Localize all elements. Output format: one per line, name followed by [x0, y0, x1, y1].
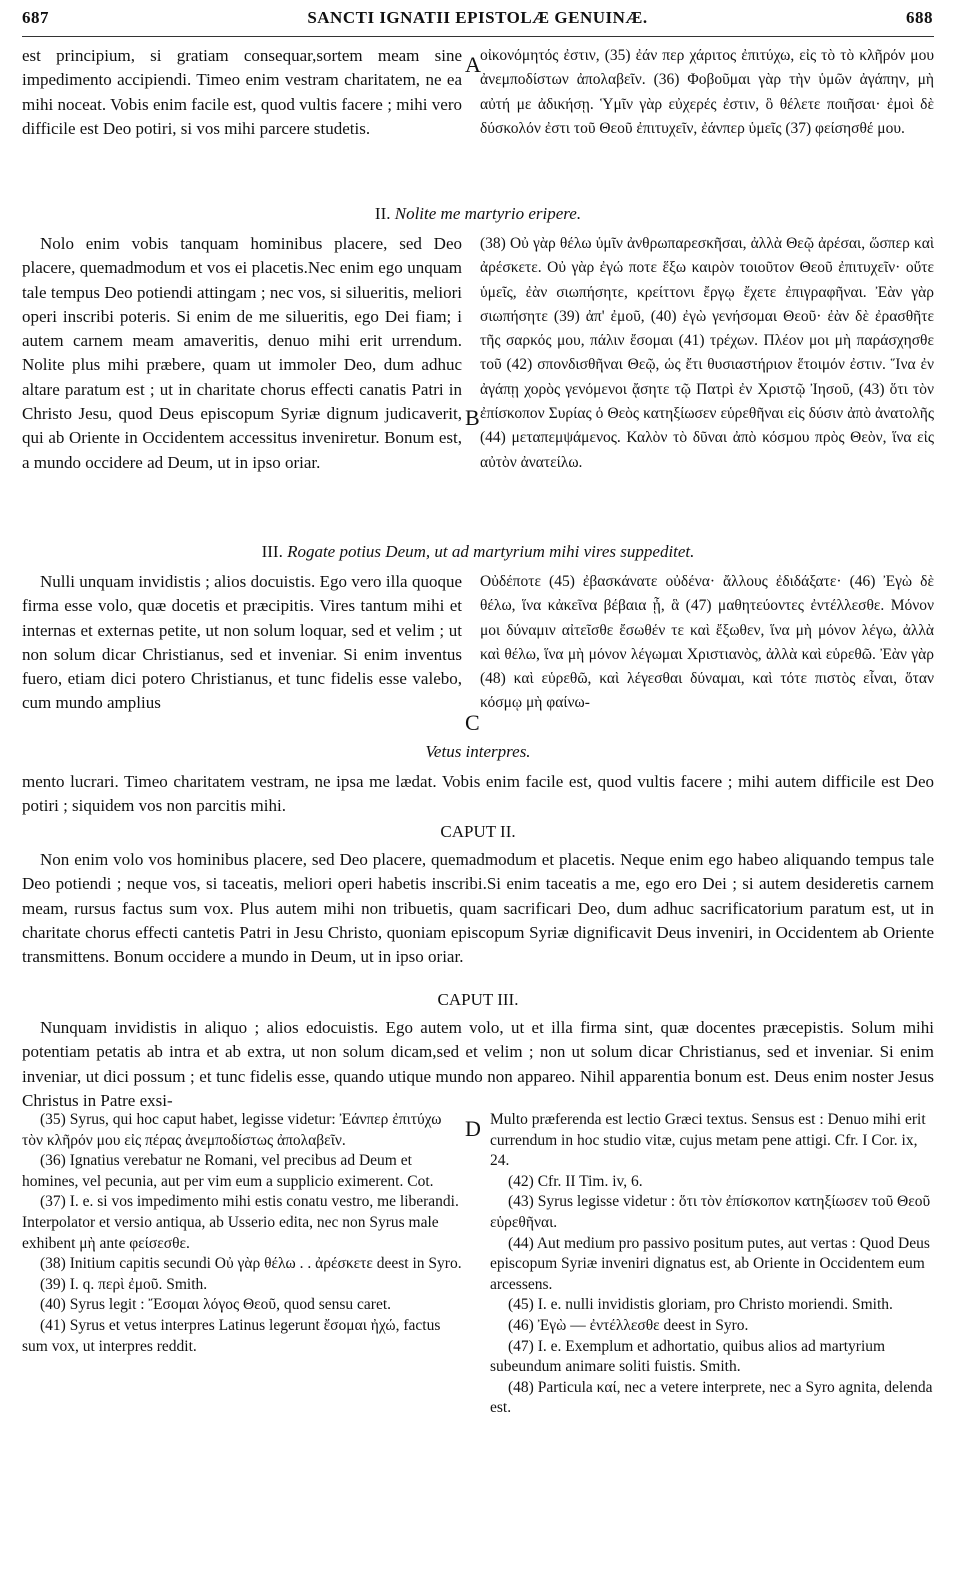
greek-section-1: οἰκονόμητός ἐστιν, (35) ἐάν περ χάριτος ἐπιτύχω, εἰς τὸ τὸ κλῆρόν μου ἀνεμποδίστων ἀπολαβεῖν. (36) Φοβοῦμαι γὰρ τὴν ὑμῶν ἀγάπην, μὴ αὐτή με ἀδικήσῃ. Ὑμῖν γὰρ εὐχερές ἐστιν, ὃ θέλετε ποιῆσαι· ἐμοὶ δὲ δύσκολόν ἐστι τοῦ Θεοῦ ἐπιτυχεῖν, ἐάνπερ ὑμεῖς (37) φείσησθέ μου.	[480, 47, 934, 137]
heading-ii-number: II.	[374, 204, 391, 223]
margin-mark-c: C	[465, 710, 480, 735]
footnote: (36) Ignatius verebatur ne Romani, vel precibus ad Deum et homines, vel pecunia, aut per vim eum a supplicio eximerent. Cot.	[22, 1152, 434, 1190]
margin-mark-d: D	[465, 1116, 481, 1141]
footnote: (35) Syrus, qui hoc caput habet, legisse videtur: Ἐάνπερ ἐπιτύχω τὸν κλῆρόν μου εἰς πέρας ἀνεμποδίστως ἀπολαβεῖν.	[22, 1111, 442, 1149]
footnote: (39) I. q. περὶ ἐμοῦ. Smith.	[40, 1275, 208, 1293]
footnote: (43) Syrus legisse videtur : ὅτι τὸν ἐπίσκοπον κατηξίωσεν τοῦ Θεοῦ εὑρεθῆναι.	[490, 1193, 931, 1231]
greek-section-3: Οὐδέποτε (45) ἐβασκάνατε οὐδένα· ἄλλους ἐδιδάξατε· (46) Ἐγὼ δὲ θέλω, ἵνα κἀκεῖνα βέβαια ᾖ, ἃ (47) μαθητεύοντες ἐντέλλεσθε. Μόνον μοι δύναμιν αἰτεῖσθε ἔσωθέν τε καὶ ἔξωθεν, ἵνα μὴ μόνον λέγω, ἀλλὰ καὶ θέλω, ἵνα μὴ μόνον λέγωμαι Χριστιανὸς, ἀλλὰ καὶ εὑρεθῶ. Ἐὰν γὰρ (48) καὶ εὑρεθῶ, καὶ λέγεσθαι δύναμαι, καὶ τότε πιστὸς εἶναι, ὅταν κόσμῳ μὴ φαίνω-	[480, 573, 934, 712]
footnote: (46) Ἐγὼ — ἐντέλλεσθε deest in Syro.	[508, 1316, 749, 1334]
footnote: (47) I. e. Exemplum et adhortatio, quibus alios ad martyrium subeundum animare soliti fuistis. Smith.	[490, 1337, 886, 1376]
footnote: (37) I. e. si vos impedimento mihi estis conatu vestro, me liberandi. Interpolator et versio antiqua, ab Usserio edita, nec non Syrus male exhibent μὴ ante φείσεσθε.	[22, 1193, 459, 1252]
footnotes-right	[490, 1110, 934, 1419]
latin-section-1: est principium, si gratiam consequar,sortem meam sine impedimento accipiendi. Timeo enim vestram charitatem, ne ea mihi noceat. Vobis enim facile est, quod vultis facere ; mihi vero difficile est Deo potiri, si vos mihi parcere studetis.	[22, 46, 462, 138]
footnote: (44) Aut medium pro passivo positum putes, aut vertas : Quod Deus episcopum Syriæ inveniri dignatus est, ab Oriente in Occidentem eum arcessens.	[490, 1234, 930, 1293]
footnote: (41) Syrus et vetus interpres Latinus legerunt ἔσομαι ἠχώ, factus sum vox, ut interpres reddit.	[22, 1316, 441, 1355]
vetus-paragraph-1: mento lucrari. Timeo charitatem vestram, ne ipsa me lædat. Vobis enim facile est, quod vultis facere ; mihi autem difficile est Deo potiri ; siquidem vos non parcitis mihi.	[22, 772, 934, 816]
heading-iii	[22, 542, 934, 562]
footnote: (45) I. e. nulli invidistis gloriam, pro Christo moriendi. Smith.	[508, 1296, 893, 1314]
footnote: (48) Particula καί, nec a vetere interprete, nec a Syro agnita, delenda est.	[490, 1378, 933, 1417]
footnote: (38) Initium capitis secundi Οὐ γὰρ θέλω . . ἀρέσκετε deest in Syro.	[40, 1255, 462, 1273]
caput-iii-heading: CAPUT III.	[437, 990, 519, 1009]
vetus-paragraph-3: Nunquam invidistis in aliquo ; alios edocuistis. Ego autem volo, ut et illa firma sint, quæ docentes præcepistis. Solum mihi potentiam petatis ab intra et ab extra, ut non solum dicam,sed et velim ; non ut solum dicar Christianus, sed et inveniar. Si enim inveniar, ut dici possum ; et tunc fidelis esse, quando utique mundo non appareo. Nihil apparentia bonum est. Deus enim noster Jesus Christus in Patre exsi-	[22, 1018, 934, 1110]
footnotes-left	[22, 1110, 462, 1357]
heading-ii	[22, 204, 934, 224]
page-number-left: 687	[22, 8, 49, 27]
heading-iii-number: III.	[261, 542, 283, 561]
greek-section-2: (38) Οὐ γὰρ θέλω ὑμῖν ἀνθρωπαρεσκῆσαι, ἀλλὰ Θεῷ ἀρέσαι, ὥσπερ καὶ ἀρέσκετε. Οὐ γὰρ ἐγώ ποτε ἕξω καιρὸν τοιοῦτον Θεοῦ ἐπιτυχεῖν· οὔτε ὑμεῖς, ἐὰν σιωπήσητε, κρείττονι ἔργῳ ἔχετε ἐπιγραφῆναι. Ἐὰν γὰρ σιωπήσητε (39) ἀπ' ἐμοῦ, (40) ἐγὼ γενήσομαι Θεοῦ· ἐὰν δὲ ἐρασθῆτε τῆς σαρκός μου, πάλιν ἔσομαι (41) τρέχων. Πλέον μοι μὴ παράσχησθε τοῦ (42) σπονδισθῆναι Θεῷ, ὡς ἔτι θυσιαστήριον ἕτοιμόν ἐστιν. Ἵνα ἐν ἀγάπῃ χορὸς γενόμενοι ᾄσητε τῷ Πατρὶ ἐν Χριστῷ Ἰησοῦ, (43) ὅτι τὸν ἐπίσκοπον Συρίας ὁ Θεὸς κατηξίωσεν εὑρεθῆναι εἰς δύσιν ἀπὸ ἀνατολῆς (44) μεταπεμψάμενος. Καλὸν τὸ δῦναι ἀπὸ κόσμου πρὸς Θεὸν, ἵνα εἰς αὐτὸν ἀνατείλω.	[480, 235, 934, 471]
vetus-heading-text: Vetus interpres.	[425, 742, 531, 761]
running-title: SANCTI IGNATII EPISTOLÆ GENUINÆ.	[307, 8, 648, 27]
footnote: (40) Syrus legit : Ἔσομαι λόγος Θεοῦ, quod sensu caret.	[40, 1296, 392, 1314]
margin-mark-a: A	[465, 52, 481, 77]
margin-mark-b: B	[465, 405, 480, 430]
page-number-right: 688	[906, 8, 933, 27]
heading-ii-text: Nolite me martyrio eripere.	[394, 204, 582, 223]
footnote: (42) Cfr. II Tim. iv, 6.	[508, 1172, 643, 1190]
header-rule	[22, 36, 934, 37]
heading-iii-text: Rogate potius Deum, ut ad martyrium mihi vires suppeditet.	[287, 542, 695, 561]
footnote: Multo præferenda est lectio Græci textus. Sensus est : Denuo mihi erit currendum in hoc studio vitæ, cujus metam pene attigi. Cfr. I Cor. ix, 24.	[490, 1111, 926, 1170]
caput-ii-heading: CAPUT II.	[440, 822, 516, 841]
latin-section-3: Nulli unquam invidistis ; alios docuistis. Ego vero illa quoque firma esse volo, quæ docetis et præcipitis. Vires tantum mihi et internas et externas petite, ut non solum loquar, sed et velim ; ut non solum dicar Christianus, sed et inveniar. Si enim inventus fuero, etiam dici potero Christianus, et tunc fidelis esse valebo, cum mundo amplius	[22, 572, 462, 713]
vetus-paragraph-2: Non enim volo vos hominibus placere, sed Deo placere, quemadmodum et placetis. Neque enim ego habeo aliquando tempus tale Deo potiendi ; neque vos, si taceatis, meliori operi habetis inscribi.Si enim taceatis a me, ego ero Dei ; si autem desideretis carnem meam, rursus factus sum vox. Plus autem mihi non tribuetis, quam sacrificari Deo, dum adhuc sacrificatorium paratum est, ut in charitate chorus effecti cantetis Patri in Jesu Christo, quoniam episcopum Syriæ dignificavit Deus inveniri, in Occidentem ab Oriente transmittens. Bonum occidere a mundo in Deum, ut in ipso oriar.	[22, 850, 934, 967]
vetus-heading	[22, 742, 934, 762]
latin-section-2: Nolo enim vobis tanquam hominibus placere, sed Deo placere, quemadmodum et vos ei placetis.Nec enim ego unquam tale tempus Deo potiendi attingam ; nec vos, si silueritis, meliori operi inscribi poteris. Si enim de me silueritis, ego Dei fiam; i autem carnem meam amaveritis, denuo mihi erit urrendum. Nolite plus mihi præbere, quam ut immoler Deo, dum adhuc altare paratum est ; ut in charitate chorus effecti canatis Patri in Christo Jesu, quod Deus episcopum Syriæ dignum judicaverit, qui ab Oriente in Occidentem accessitus inveniretur. Bonum est, a mundo occidere ad Deum, ut in ipso oriar.	[22, 234, 462, 472]
